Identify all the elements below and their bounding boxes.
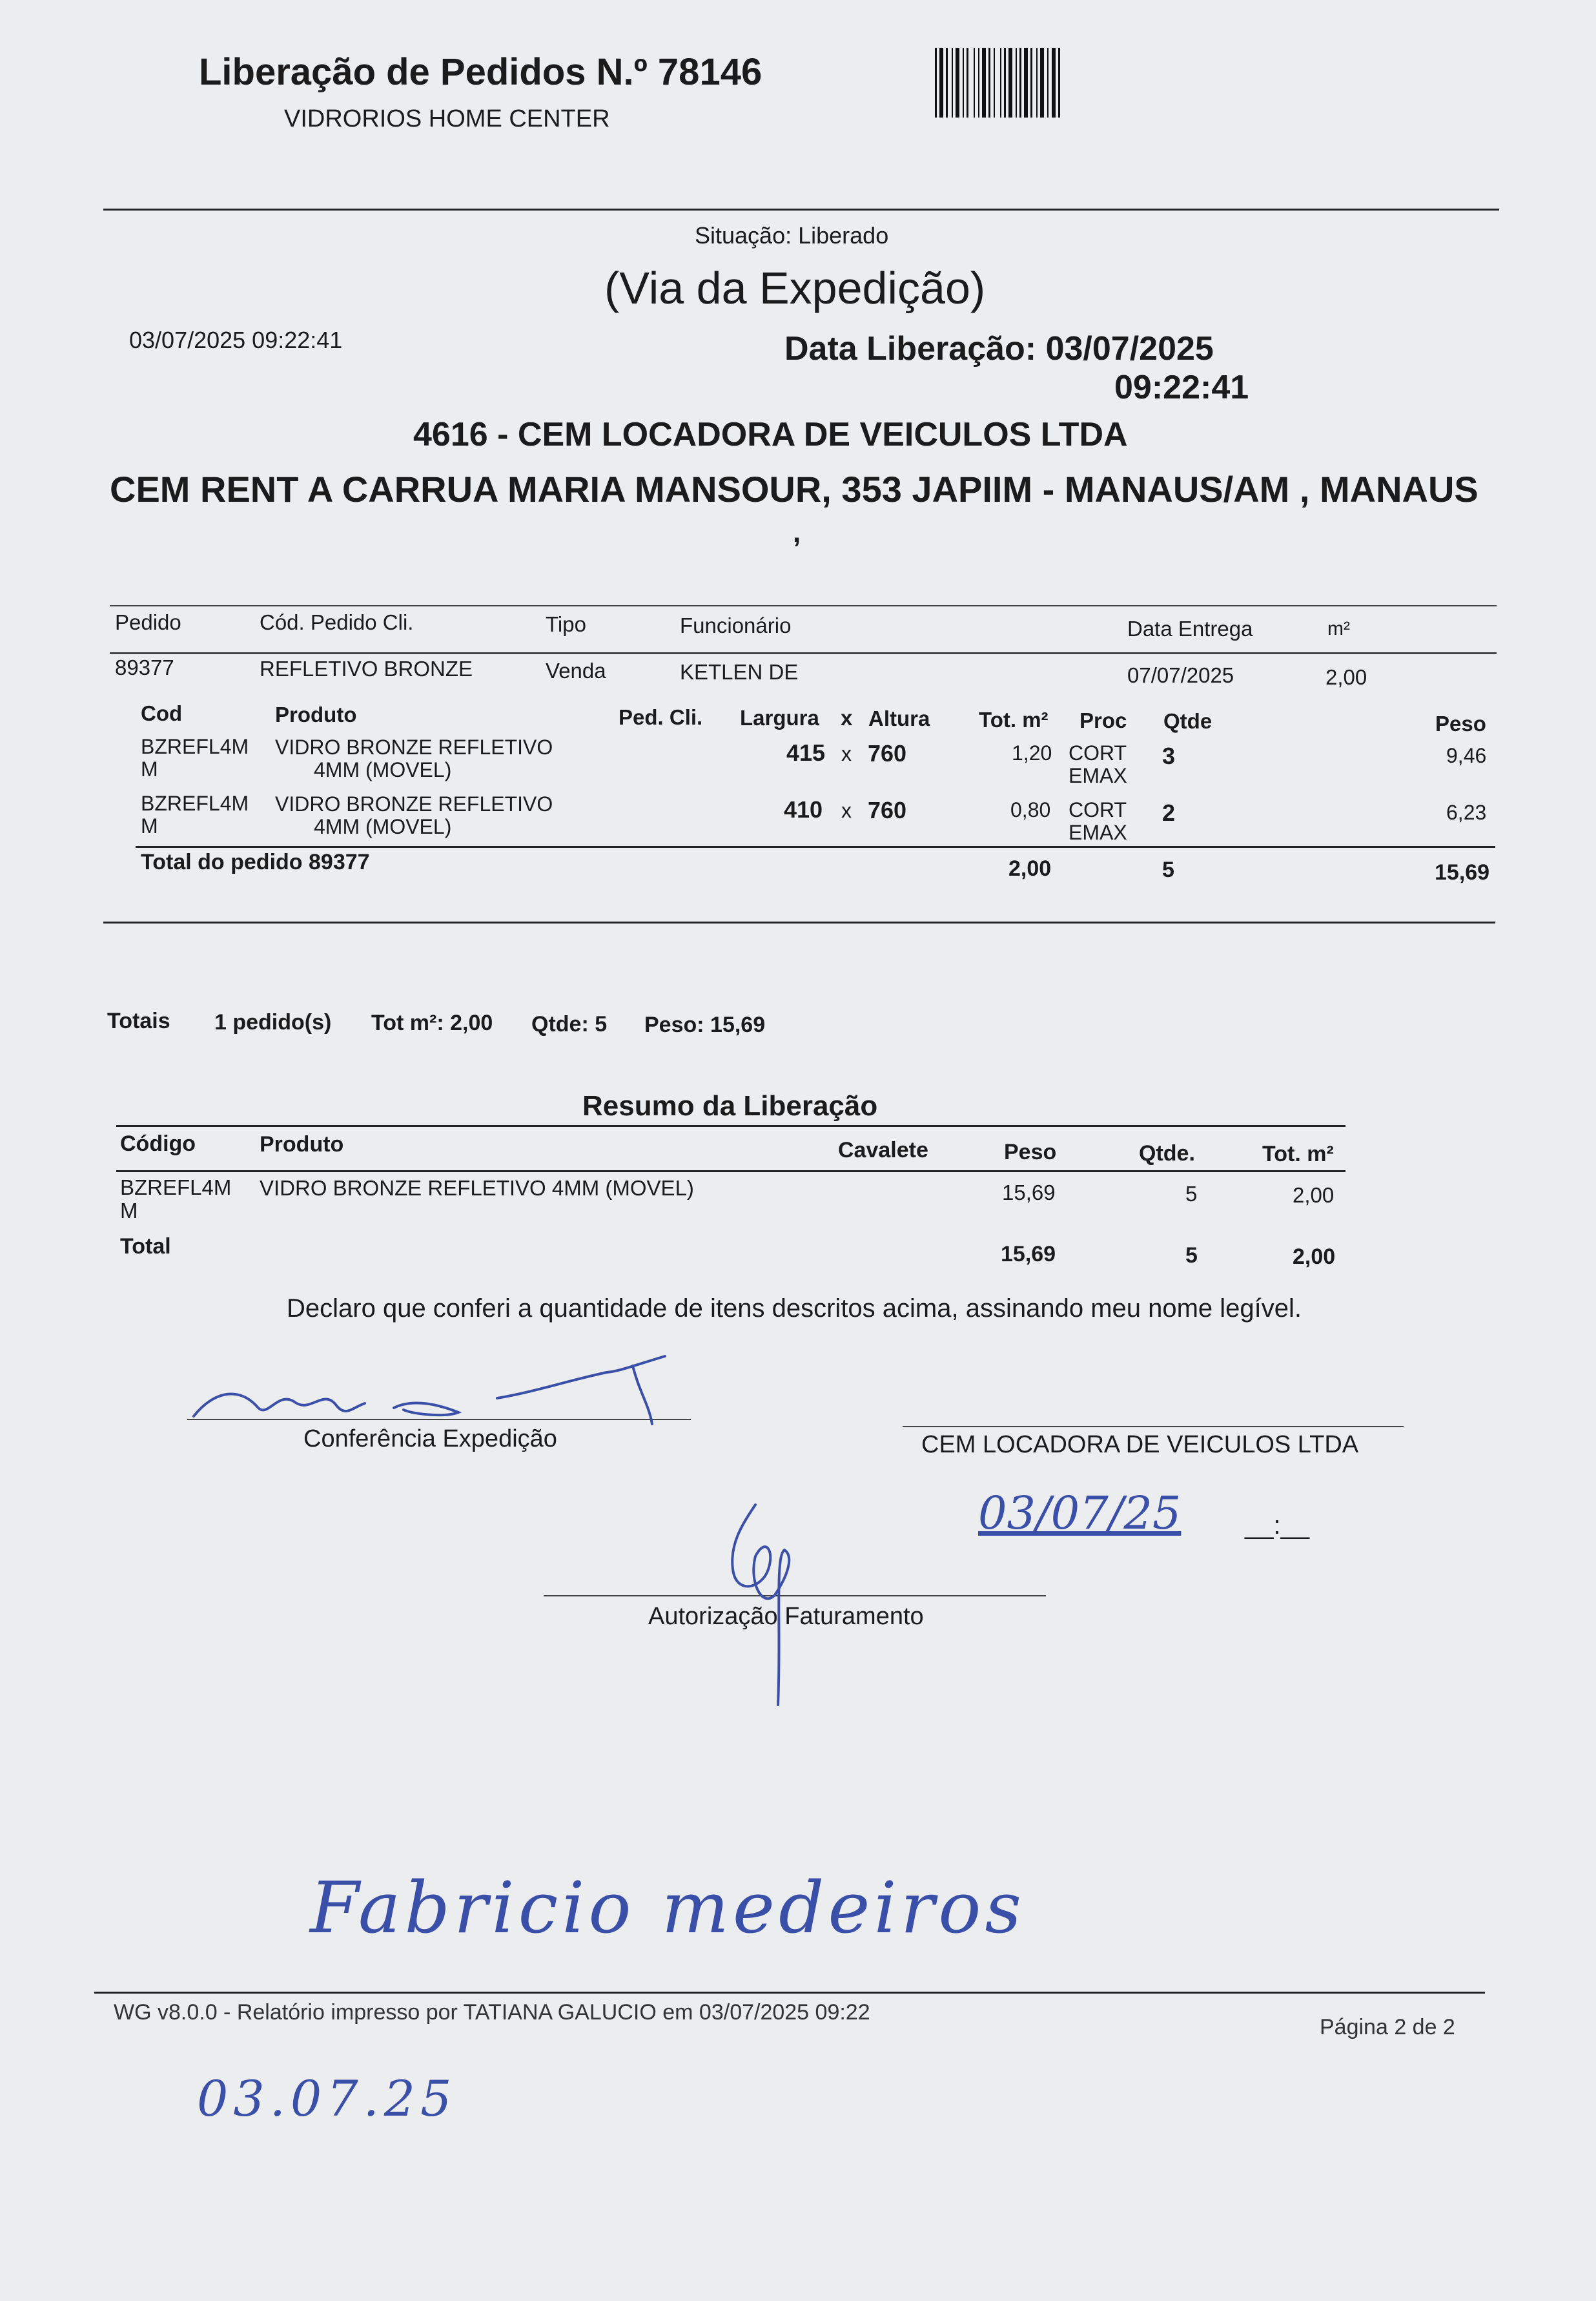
items-col-tot-m2: Tot. m² bbox=[979, 708, 1049, 732]
col-m2: m² bbox=[1327, 618, 1350, 639]
summary-row-cod-cont: M bbox=[120, 1199, 138, 1223]
summary-total-tot: 2,00 bbox=[1293, 1244, 1336, 1269]
summary-col-codigo: Código bbox=[120, 1131, 196, 1156]
summary-row-cod: BZREFL4M bbox=[120, 1175, 232, 1199]
item-1-qtde: 3 bbox=[1162, 743, 1176, 769]
item-2-largura: 410 bbox=[784, 796, 823, 823]
release-time: 09:22:41 bbox=[1114, 369, 1249, 406]
item-2-proc-cont: EMAX bbox=[1069, 821, 1127, 844]
item-1-proc: CORT bbox=[1069, 741, 1127, 765]
col-cod-pedido-cli: Cód. Pedido Cli. bbox=[260, 610, 414, 634]
item-1-cod: BZREFL4M bbox=[141, 735, 249, 758]
handwritten-name: Fabricio medeiros bbox=[310, 1866, 1025, 1949]
totals-m2: Tot m²: 2,00 bbox=[371, 1011, 493, 1035]
summary-col-tot-m2: Tot. m² bbox=[1262, 1142, 1334, 1166]
barcode-image bbox=[935, 48, 1179, 118]
order-table-header-rule bbox=[110, 652, 1497, 654]
autorizacao-handwritten-signature bbox=[704, 1498, 833, 1711]
customer-order-code: REFLETIVO BRONZE bbox=[260, 657, 473, 681]
summary-col-qtde: Qtde. bbox=[1139, 1141, 1195, 1166]
summary-row-qtde: 5 bbox=[1185, 1182, 1198, 1206]
item-2-produto-cont: 4MM (MOVEL) bbox=[314, 815, 452, 838]
order-total-peso: 15,69 bbox=[1435, 860, 1490, 885]
handwritten-time-blank: __:__ bbox=[1245, 1511, 1310, 1540]
copy-label: (Via da Expedição) bbox=[604, 263, 986, 313]
customer-address-continuation: , bbox=[793, 517, 801, 548]
release-date: Data Liberação: 03/07/2025 bbox=[784, 330, 1214, 367]
totals-orders: 1 pedido(s) bbox=[214, 1010, 332, 1035]
item-1-tot-m2: 1,20 bbox=[1012, 741, 1052, 765]
order-total-m2: 2,00 bbox=[1008, 856, 1052, 881]
summary-total-qtde: 5 bbox=[1185, 1243, 1198, 1268]
order-number: 89377 bbox=[115, 655, 174, 679]
item-2-altura: 760 bbox=[868, 797, 907, 823]
summary-row-produto: VIDRO BRONZE REFLETIVO 4MM (MOVEL) bbox=[260, 1176, 694, 1200]
items-col-x: x bbox=[841, 706, 853, 730]
col-tipo: Tipo bbox=[546, 612, 586, 636]
items-col-cod: Cod bbox=[141, 701, 183, 725]
conferencia-label: Conferência Expedição bbox=[303, 1425, 557, 1452]
summary-col-produto: Produto bbox=[260, 1132, 344, 1157]
item-2-peso: 6,23 bbox=[1446, 801, 1487, 824]
totals-label: Totais bbox=[107, 1009, 170, 1033]
delivery-date: 07/07/2025 bbox=[1127, 663, 1234, 687]
employee-name: KETLEN DE bbox=[680, 660, 799, 684]
items-col-largura: Largura bbox=[740, 706, 819, 730]
summary-total-label: Total bbox=[120, 1234, 171, 1259]
item-2-proc: CORT bbox=[1069, 798, 1127, 821]
totals-peso: Peso: 15,69 bbox=[644, 1013, 766, 1037]
items-col-peso: Peso bbox=[1435, 712, 1486, 736]
item-2-tot-m2: 0,80 bbox=[1010, 798, 1051, 821]
summary-row-peso: 15,69 bbox=[1002, 1181, 1056, 1204]
items-col-ped-cli: Ped. Cli. bbox=[619, 705, 703, 729]
items-col-altura: Altura bbox=[868, 707, 930, 730]
cliente-signature-line bbox=[903, 1426, 1404, 1427]
summary-top-rule bbox=[116, 1125, 1345, 1127]
item-2-cod-cont: M bbox=[141, 814, 158, 838]
order-m2: 2,00 bbox=[1325, 665, 1367, 689]
totals-qtde: Qtde: 5 bbox=[531, 1012, 608, 1037]
item-1-proc-cont: EMAX bbox=[1069, 764, 1127, 787]
summary-total-peso: 15,69 bbox=[1001, 1242, 1056, 1266]
status-text: Situação: Liberado bbox=[695, 222, 889, 249]
customer-name: 4616 - CEM LOCADORA DE VEICULOS LTDA bbox=[413, 416, 1128, 453]
item-1-largura: 415 bbox=[786, 739, 826, 766]
order-total-qtde: 5 bbox=[1162, 858, 1174, 882]
order-total-rule bbox=[136, 846, 1495, 848]
document-title: Liberação de Pedidos N.º 78146 bbox=[199, 51, 762, 93]
footer-page-number: Página 2 de 2 bbox=[1320, 2015, 1455, 2039]
cliente-label: CEM LOCADORA DE VEICULOS LTDA bbox=[921, 1431, 1359, 1458]
item-1-altura: 760 bbox=[868, 740, 907, 767]
item-2-x: x bbox=[841, 799, 852, 822]
order-table-top-rule bbox=[110, 605, 1497, 606]
handwritten-date: 03/07/25 bbox=[978, 1487, 1182, 1540]
item-2-cod: BZREFL4M bbox=[141, 792, 249, 815]
col-funcionario: Funcionário bbox=[680, 614, 792, 637]
col-data-entrega: Data Entrega bbox=[1127, 617, 1253, 641]
summary-title: Resumo da Liberação bbox=[582, 1090, 878, 1122]
header-divider bbox=[103, 209, 1499, 211]
conferencia-handwritten-signature bbox=[187, 1353, 678, 1430]
summary-col-cavalete: Cavalete bbox=[838, 1138, 928, 1162]
handwritten-bottom-date: 03.07.25 bbox=[197, 2070, 457, 2127]
customer-address: CEM RENT A CARRUA MARIA MANSOUR, 353 JAPIIM - MANAUS/AM , MANAUS bbox=[110, 469, 1478, 510]
items-col-qtde: Qtde bbox=[1163, 709, 1212, 733]
item-1-x: x bbox=[841, 742, 852, 765]
summary-col-peso: Peso bbox=[1004, 1140, 1057, 1164]
items-end-rule bbox=[103, 922, 1495, 923]
col-pedido: Pedido bbox=[115, 610, 181, 634]
item-2-produto: VIDRO BRONZE REFLETIVO bbox=[275, 792, 553, 816]
summary-header-rule bbox=[116, 1170, 1345, 1172]
footer-rule bbox=[94, 1992, 1485, 1994]
order-total-label: Total do pedido 89377 bbox=[141, 850, 370, 874]
order-type: Venda bbox=[546, 659, 606, 683]
item-1-peso: 9,46 bbox=[1446, 744, 1487, 767]
items-col-produto: Produto bbox=[275, 703, 357, 727]
declaration-text: Declaro que conferi a quantidade de itens descritos acima, assinando meu nome legível. bbox=[287, 1294, 1302, 1323]
items-col-proc: Proc bbox=[1079, 708, 1127, 732]
company-name: VIDRORIOS HOME CENTER bbox=[284, 105, 610, 132]
item-1-cod-cont: M bbox=[141, 758, 158, 781]
autorizacao-label: Autorização Faturamento bbox=[648, 1603, 924, 1630]
item-1-produto-cont: 4MM (MOVEL) bbox=[314, 758, 452, 781]
item-2-qtde: 2 bbox=[1162, 800, 1176, 826]
footer-printed-by: WG v8.0.0 - Relatório impresso por TATIANA GALUCIO em 03/07/2025 09:22 bbox=[114, 2000, 870, 2025]
item-1-produto: VIDRO BRONZE REFLETIVO bbox=[275, 736, 553, 759]
print-timestamp: 03/07/2025 09:22:41 bbox=[129, 327, 343, 353]
summary-row-tot: 2,00 bbox=[1293, 1183, 1335, 1207]
